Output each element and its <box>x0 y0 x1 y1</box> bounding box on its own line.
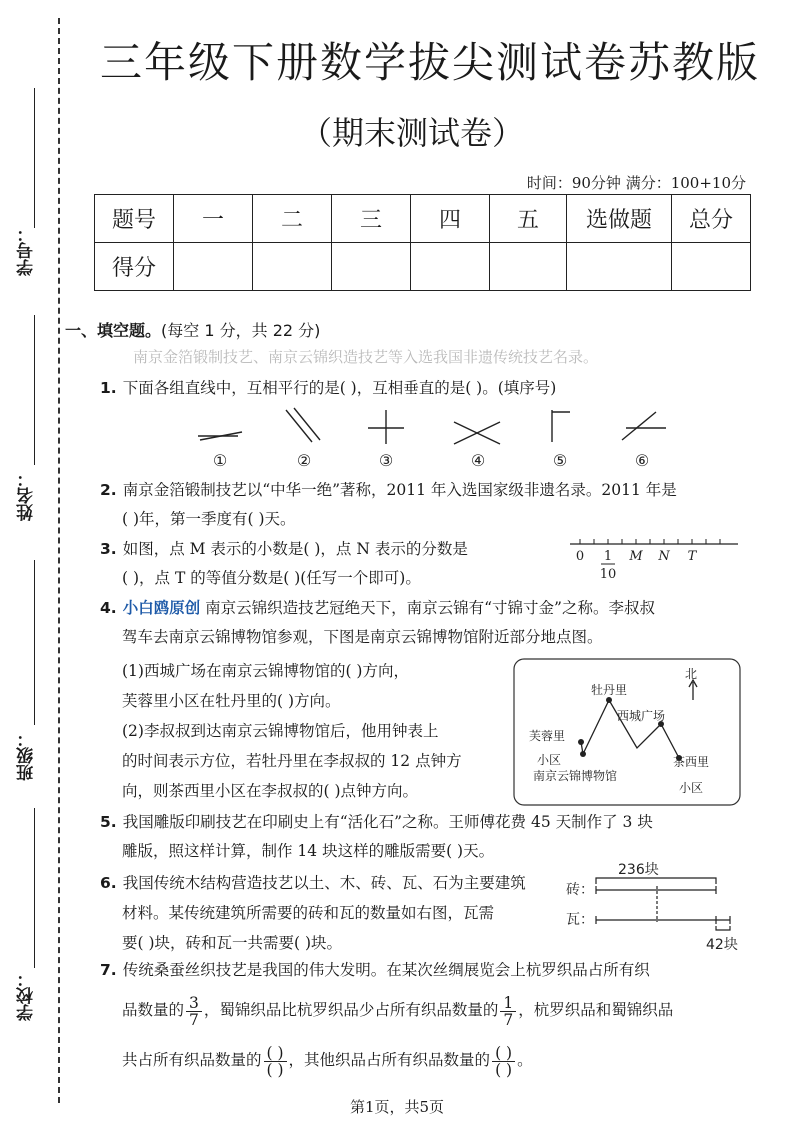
blank-denominator[interactable]: ( ) <box>266 1060 284 1079</box>
original-tag: 小白鸥原创 <box>122 599 201 617</box>
xuexiao-rule <box>34 808 35 968</box>
score-header-cell: 题号 <box>95 195 174 243</box>
line-pair-label: ③ <box>378 451 394 470</box>
score-header-cell: 四 <box>411 195 490 243</box>
sub-question-2a: (2)李叔叔到达南京云锦博物馆后，他用钟表上 <box>122 722 439 740</box>
question-text-line: 驾车去南京云锦博物馆参观，下图是南京云锦博物馆附近部分地点图。 <box>122 628 603 646</box>
score-cell[interactable] <box>567 243 672 291</box>
faded-intro-text: 南京金箔锻制技艺、南京云锦织造技艺等入选我国非遗传统技艺名录。 <box>133 348 599 366</box>
map-label-chaxi-xiaoqu: 小区 <box>679 781 704 795</box>
tick-label-frac-denominator: 10 <box>599 567 617 582</box>
map-label-furong-xiaoqu: 小区 <box>537 753 562 767</box>
brick-tile-diagram <box>566 856 744 956</box>
map-point-furongli <box>578 739 584 745</box>
question-2 <box>100 476 677 534</box>
question-text: 下面各组直线中，互相平行的是( )，互相垂直的是( )。(填序号) <box>122 379 557 397</box>
question-text: ，蜀锦织品比杭罗织品少占所有织品数量的 <box>203 1001 499 1019</box>
question-text-line: 材料。某传统建筑所需要的砖和瓦的数量如右图，瓦需 <box>122 904 495 922</box>
question-4-parts <box>122 656 462 806</box>
brick-label: 砖： <box>566 882 594 898</box>
question-text: 。 <box>517 1051 533 1069</box>
score-cell[interactable] <box>253 243 332 291</box>
score-header-cell: 总分 <box>672 195 751 243</box>
map-north-label: 北 <box>685 667 698 681</box>
score-header-cell: 三 <box>332 195 411 243</box>
question-number: 3. <box>100 540 117 558</box>
diff-label: 42块 <box>706 937 738 953</box>
blank-denominator[interactable]: ( ) <box>495 1060 513 1079</box>
map-label-chaxili: 茶西里 <box>673 755 710 769</box>
question-text-line: ( )，点 T 的等值分数是( )(任写一个即可)。 <box>122 569 421 587</box>
answer-fraction-blank[interactable] <box>492 1045 515 1078</box>
question-number: 4. <box>100 599 117 617</box>
tick-label-zero: 0 <box>575 549 585 564</box>
sub-question-2c: 向，则茶西里小区在李叔叔的( )点钟方向。 <box>122 782 419 800</box>
question-text-line: 我国传统木结构营造技艺以土、木、砖、瓦、石为主要建筑 <box>122 874 526 892</box>
question-number: 2. <box>100 481 117 499</box>
question-number: 6. <box>100 874 117 892</box>
score-table-score-row <box>95 243 751 291</box>
question-7 <box>100 956 650 985</box>
score-cell[interactable] <box>174 243 253 291</box>
location-map <box>513 658 741 806</box>
score-cell[interactable] <box>332 243 411 291</box>
binding-dashed-line <box>58 18 60 1103</box>
tick-label-m: M <box>629 549 643 564</box>
question-text-line: 传统桑蚕丝织技艺是我国的伟大发明。在某次丝绸展览会上杭罗织品占所有织 <box>122 961 650 979</box>
blank-numerator[interactable]: ( ) <box>492 1045 515 1062</box>
score-header-cell: 选做题 <box>567 195 672 243</box>
section-title <box>65 318 320 341</box>
score-header-cell: 二 <box>253 195 332 243</box>
question-text: 共占所有织品数量的 <box>122 1051 262 1069</box>
question-text-line: 南京金箔锻制技艺以“中华一绝”著称，2011 年入选国家级非遗名录。2011 年是 <box>122 481 677 499</box>
sub-question-2b: 的时间表示方位，若牡丹里在李叔叔的 12 点钟方 <box>122 752 462 770</box>
map-point-mudanli <box>606 697 612 703</box>
question-7-line-3 <box>122 1040 533 1080</box>
score-row-label: 得分 <box>95 243 174 291</box>
score-table <box>94 194 751 291</box>
question-7-line-2 <box>122 990 673 1030</box>
blank-numerator[interactable]: ( ) <box>264 1045 287 1062</box>
question-number: 7. <box>100 961 117 979</box>
line-pair-label: ④ <box>470 451 486 470</box>
question-text-line: ( )年，第一季度有( )天。 <box>122 510 296 528</box>
page-subtitle: （期末测试卷） <box>300 114 525 152</box>
score-header-cell: 一 <box>174 195 253 243</box>
xingming-label: 姓名： <box>17 470 37 521</box>
line-pair-label: ① <box>212 451 228 470</box>
score-cell[interactable] <box>490 243 567 291</box>
map-label-xicheng: 西城广场 <box>617 709 666 723</box>
page-footer: 第1页，共5页 <box>349 1098 445 1116</box>
line-pair-label: ⑥ <box>634 451 650 470</box>
xuexiao-label: 学校： <box>17 970 37 1021</box>
question-text: 品数量的 <box>122 1001 185 1019</box>
map-label-mudanli: 牡丹里 <box>591 683 628 697</box>
fraction-1-7 <box>500 995 516 1028</box>
line-pair-6-a <box>622 412 656 440</box>
xuehao-label: 学号： <box>17 225 37 276</box>
tick-label-t: T <box>687 549 697 564</box>
page-title: 三年级下册数学拔尖测试卷苏教版 <box>100 38 761 87</box>
diff-brace <box>716 926 730 930</box>
sub-question-1a: (1)西城广场在南京云锦博物馆的( )方向， <box>122 662 409 680</box>
number-line-figure <box>566 532 746 588</box>
fraction-denominator: 7 <box>503 1010 514 1029</box>
question-text-line: 要( )块，砖和瓦一共需要( )块。 <box>122 934 343 952</box>
fraction-numerator: 1 <box>500 995 516 1012</box>
map-label-museum: 南京云锦博物馆 <box>533 769 618 783</box>
fraction-denominator: 7 <box>189 1010 199 1029</box>
map-label-furongli: 芙蓉里 <box>529 729 566 743</box>
question-text-line: 南京云锦织造技艺冠绝天下，南京云锦有“寸锦寸金”之称。李叔叔 <box>200 599 655 617</box>
line-pairs-figure <box>190 404 680 474</box>
map-point-museum <box>580 751 586 757</box>
question-number: 5. <box>100 813 117 831</box>
score-table-header-row <box>95 195 751 243</box>
question-4 <box>100 594 655 652</box>
question-text: ，其他织品占所有织品数量的 <box>288 1051 491 1069</box>
score-header-cell: 五 <box>490 195 567 243</box>
section-note: (每空 1 分，共 22 分) <box>161 321 321 340</box>
xingming-rule <box>34 315 35 465</box>
question-text: ，杭罗织品和蜀锦织品 <box>518 1001 674 1019</box>
sub-question-1b: 芙蓉里小区在牡丹里的( )方向。 <box>122 692 341 710</box>
section-title-text: 一、填空题。 <box>65 321 162 340</box>
total-brace <box>596 878 716 884</box>
time-info: 时间：90分钟 满分：100+10分 <box>526 174 746 192</box>
question-1 <box>100 374 556 403</box>
question-number: 1. <box>100 379 117 397</box>
tick-label-frac-numerator: 1 <box>603 549 613 564</box>
total-label: 236块 <box>618 862 659 878</box>
question-3 <box>100 535 468 593</box>
tile-label: 瓦： <box>566 912 594 928</box>
answer-fraction-blank[interactable] <box>264 1045 287 1078</box>
question-text-line: 如图，点 M 表示的小数是( )，点 N 表示的分数是 <box>122 540 468 558</box>
fraction-numerator: 3 <box>186 995 202 1012</box>
question-text-line: 我国雕版印刷技艺在印刷史上有“活化石”之称。王师傅花费 45 天制作了 3 块 <box>122 813 653 831</box>
banji-rule <box>34 560 35 725</box>
line-pair-label: ⑤ <box>552 451 568 470</box>
banji-label: 班级： <box>17 730 37 781</box>
question-text-line: 雕版，照这样计算，制作 14 块这样的雕版需要( )天。 <box>122 842 495 860</box>
question-6 <box>100 868 526 958</box>
score-cell[interactable] <box>672 243 751 291</box>
xuehao-rule <box>34 88 35 228</box>
tick-label-n: N <box>658 549 670 564</box>
fraction-3-7 <box>186 995 202 1028</box>
line-pair-label: ② <box>296 451 312 470</box>
score-cell[interactable] <box>411 243 490 291</box>
